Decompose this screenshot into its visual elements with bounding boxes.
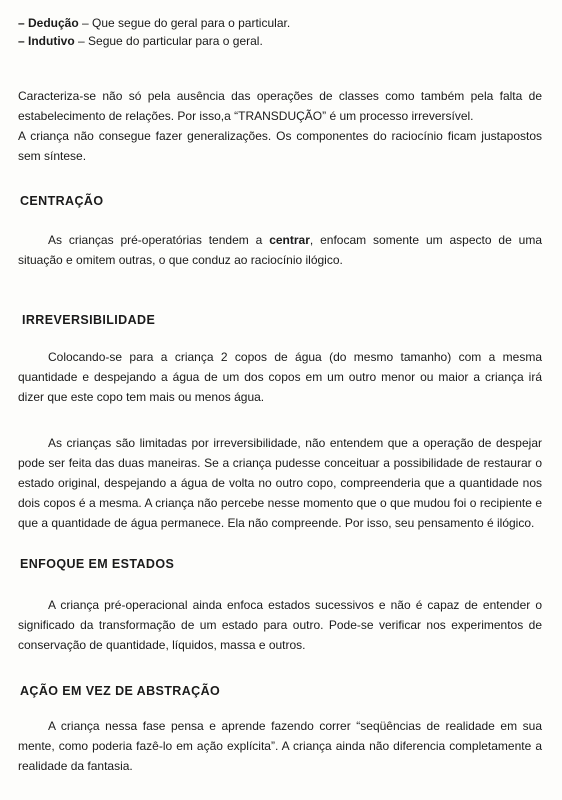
enfoque-paragraph: A criança pré-operacional ainda enfoca estados sucessivos e não é capaz de entender o significado da transformação de um estado para outro. Pode-se verificar nos experimentos de conservação de quantidade, líquidos, massa e outros.	[18, 598, 542, 652]
bullet-item-deducao	[18, 14, 542, 32]
bullet-text: – Que segue do geral para o particular.	[78, 16, 291, 30]
irreversibilidade-paragraph-1: Colocando-se para a criança 2 copos de água (do mesmo tamanho) com a mesma quantidade e despejando a água de um dos copos em um outro menor ou maior a criança irá dizer que este copo tem mais ou menos água.	[18, 350, 542, 404]
intro-paragraph-1: Caracteriza-se não só pela ausência das operações de classes como também pela falta de estabelecimento de relações. Por isso,a “TRANSDUÇÃO” é um processo irreversível.	[18, 89, 542, 123]
heading-centracao: CENTRAÇÃO	[20, 194, 104, 208]
enfoque-section	[18, 595, 542, 655]
heading-acao-em-vez-de-abstracao: AÇÃO EM VEZ DE ABSTRAÇÃO	[20, 684, 221, 698]
centracao-text-start: As crianças pré-operatórias tendem a	[48, 233, 270, 247]
intro-paragraph-2: A criança não consegue fazer generalizações. Os componentes do raciocínio ficam justapostos sem síntese.	[18, 129, 542, 163]
centracao-paragraph	[18, 230, 542, 270]
irreversibilidade-section-2	[18, 433, 542, 533]
irreversibilidade-paragraph-2: As crianças são limitadas por irreversibilidade, não entendem que a operação de despejar pode ser feita das duas maneiras. Se a criança pudesse conceituar a possibilidade de restaurar o estado original, despejando a água de volta no outro copo, compreenderia que a quantidade nos dois copos é a mesma. A criança não percebe nesse momento que o que mudou foi o recipiente e que a quantidade de água permanece. Ela não compreende. Por isso, seu pensamento é ilógico.	[18, 436, 542, 530]
bullet-item-indutivo	[18, 32, 542, 50]
centracao-section	[18, 230, 542, 270]
heading-irreversibilidade: IRREVERSIBILIDADE	[22, 313, 156, 327]
bullet-term: – Dedução	[18, 16, 79, 30]
centracao-bold-term: centrar	[269, 233, 310, 247]
centracao-text-end: , enfocam somente um aspecto de uma situação e omitem outras, o que conduz ao raciocínio ilógico.	[18, 233, 542, 267]
bullet-text: – Segue do particular para o geral.	[74, 34, 263, 48]
irreversibilidade-section	[18, 347, 542, 407]
bullet-term: – Indutivo	[18, 34, 75, 48]
heading-enfoque-em-estados: ENFOQUE EM ESTADOS	[20, 557, 175, 571]
acao-section	[18, 716, 542, 776]
bullet-list	[18, 14, 542, 50]
acao-paragraph: A criança nessa fase pensa e aprende fazendo correr “seqüências de realidade em sua mente, como poderia fazê-lo em ação explícita”. A criança ainda não diferencia completamente a realidade da fantasia.	[18, 719, 542, 773]
intro-section	[18, 86, 542, 166]
